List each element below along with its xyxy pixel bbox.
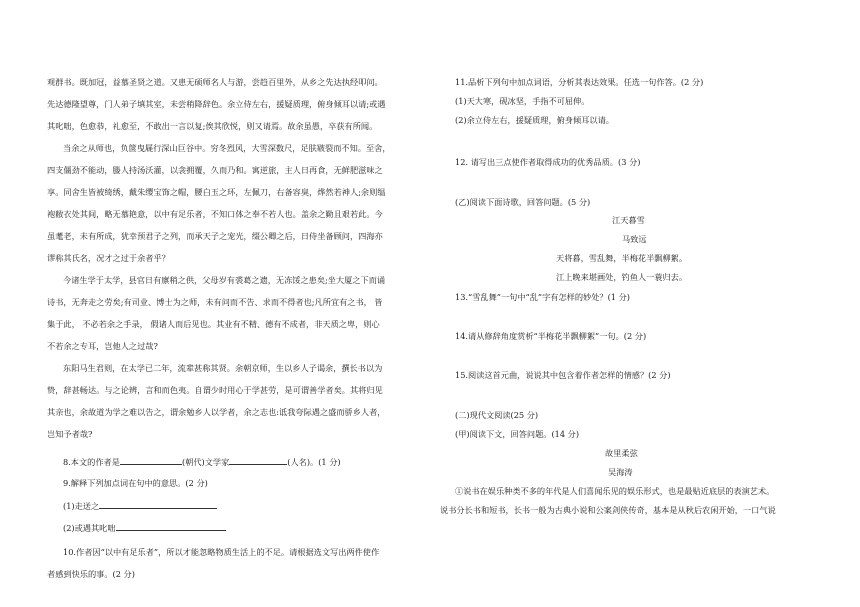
poem-intro: (乙)阅读下面诗歌，回答问题。(5 分) (455, 197, 591, 207)
text-line: 四支僵劲不能动，媵人持汤沃灌，以衾拥覆，久而乃和。寓逆旅，主人日再食，无鲜肥滋味之 (47, 165, 383, 175)
text-line: 今诸生学于太学，县官日有廪稍之供，父母岁有裘葛之遗，无冻馁之患矣;坐大厦之下而诵 (63, 275, 386, 285)
essay-author: 吴海涛 (608, 467, 633, 477)
text-line: 当余之从师也，负箧曳屣行深山巨谷中。穷冬烈风，大雪深数尺，足肤皲裂而不知。至舍， (63, 143, 391, 153)
question-10: 10.作者因“以中有足乐者”，所以才能忽略物质生活上的不足。请根据选文写出两件使作 (63, 547, 380, 557)
question-11-title: 11.品析下列句中加点词语，分析其表达效果。任选一句作答。(2 分) (455, 77, 704, 87)
text-line: 袍敝衣处其间，略无慕艳意，以中有足乐者，不知口体之奉不若人也。盖余之勤且艰若此。今 (47, 209, 383, 219)
poem-title: 江天暮雪 (612, 215, 645, 225)
text-line: 集于此， 不必若余之手录， 假诸人而后见也。其业有不精、德有不成者，非天质之卑，则心 (47, 319, 380, 329)
poem-line: 江上晚来堪画处，钓鱼人一蓑归去。 (556, 272, 688, 282)
answer-blank[interactable] (120, 456, 182, 465)
question-10: 者感到快乐的事。(2 分) (47, 569, 135, 579)
text-line: 谬称其氏名，况才之过于余者乎？ (47, 253, 170, 263)
question-9-item-1: (1)走送之 (63, 500, 217, 511)
essay-title: 故里柔弦 (605, 448, 638, 458)
question-12: 12. 请写出三点使作者取得成功的优秀品质。(3 分) (455, 157, 641, 167)
text-line: 享。同舍生皆被绮绣，戴朱缨宝饰之帽，腰白玉之环，左佩刀，右备容臭，烨然若神人;余则缊 (47, 187, 386, 197)
question-9-item-2: (2)或遇其叱咄 (63, 522, 226, 533)
text-line: 其叱咄，色愈恭，礼愈至，不敢出一言以复;俟其欣悦，则又请焉。故余虽愚，卒获有所闻。 (47, 121, 378, 131)
reading-intro: (甲)阅读下文，回答问题。(14 分) (455, 429, 580, 439)
poem-line: 天将暮，雪乱舞，半梅花半飘柳絮。 (556, 253, 688, 263)
text-line: 贽，辞甚畅达。与之论辨，言和而色夷。自谓少时用心于学甚劳，是可谓善学者矣。其将归见 (47, 385, 383, 395)
answer-blank[interactable] (99, 500, 217, 509)
text-line: 其亲也，余故道为学之难以告之，谓余勉乡人以学者，余之志也:诋我夸际遇之盛而骄乡人者， (47, 407, 386, 417)
question-14: 14.请从修辞角度赏析“半梅花半飘柳絮”一句。(2 分) (455, 331, 647, 341)
text-line: 先达德隆望尊，门人弟子填其室，未尝稍降辞色。余立侍左右，援疑质理，俯身倾耳以请;或遇 (47, 99, 386, 109)
question-8: 8.本文的作者是 (朝代)文学家 (人名)。(1 分) (63, 457, 341, 467)
section-heading: (二)现代文阅读(25 分) (455, 410, 539, 420)
text-line: 不若余之专耳，岂他人之过哉? (47, 341, 158, 351)
text-line: 诗书，无奔走之劳矣;有司业、博士为之师，未有问而不告、求而不得者也;凡所宜有之书， 皆 (47, 297, 383, 307)
question-11-item-1: (1)天大寒，砚冰坚，手指不可屈伸。 (455, 96, 590, 106)
answer-blank[interactable] (229, 456, 287, 465)
text-line: 观群书。既加冠，益慕圣贤之道。又患无硕师名人与游，尝趋百里外，从乡之先达执经叩问。 (47, 77, 383, 87)
question-9-title: 9.解释下列加点词在句中的意思。(2 分) (63, 478, 208, 488)
question-15: 15.阅读这首元曲，说说其中包含着作者怎样的情感？(2 分) (455, 370, 671, 380)
poem-author: 马致远 (622, 234, 647, 244)
essay-line: ①说书在娱乐种类不多的年代是人们喜闻乐见的娱乐形式，也是最贴近底层的表演艺术。 (455, 486, 775, 496)
question-13: 13.“雪乱舞”一句中“乱”字有怎样的妙处？(1 分) (455, 292, 630, 302)
answer-blank[interactable] (116, 522, 226, 531)
text-line: 东阳马生君则，在太学已二年，流辈甚称其贤。余朝京师，生以乡人子谒余，撰长书以为 (63, 363, 383, 373)
text-line: 岂知予者哉? (47, 429, 93, 439)
essay-line: 说书分长书和短书，长书一般为古典小说和公案剑侠传奇，基本是从秋后农闲开始，一口气说 (440, 505, 776, 515)
question-11-item-2: (2)余立侍左右，援疑质理，俯身倾耳以请。 (455, 115, 614, 125)
text-line: 虽耄老，未有所成，犹幸预君子之列，而承天子之宠光，缀公卿之后，日侍坐备顾问，四海亦 (47, 231, 383, 241)
